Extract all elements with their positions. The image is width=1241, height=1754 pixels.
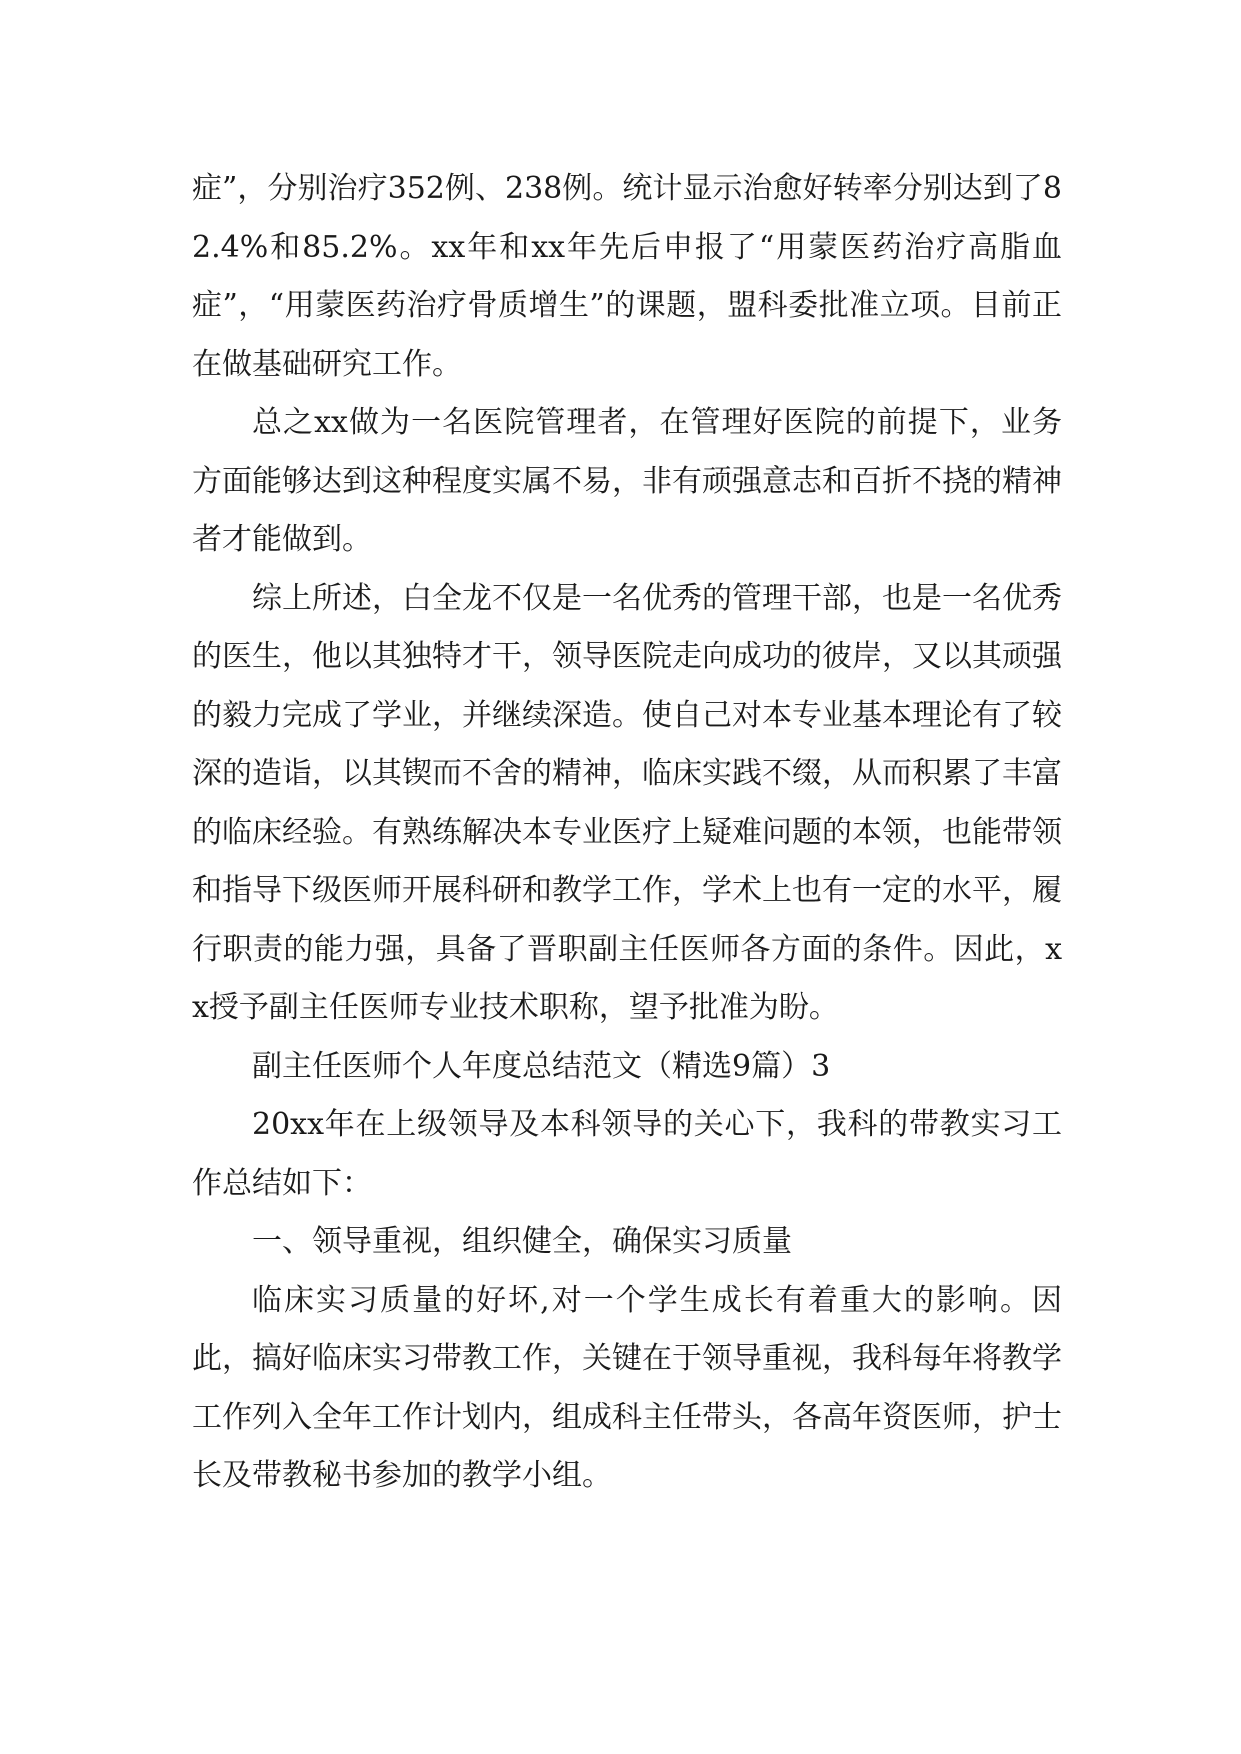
paragraph-intro: 20xx年在上级领导及本科领导的关心下，我科的带教实习工作总结如下：: [192, 1107, 1062, 1201]
paragraph-summary: 总之xx做为一名医院管理者，在管理好医院的前提下，业务方面能够达到这种程度实属不易，非有顽强意志和百折不挠的精神者才能做到。: [192, 405, 1062, 557]
section-heading: 一、领导重视，组织健全，确保实习质量: [252, 1224, 792, 1259]
document-body: [192, 160, 1062, 1506]
section-title: 副主任医师个人年度总结范文（精选9篇）3: [252, 1048, 831, 1084]
paragraph-continuation: 症”，分别治疗352例、238例。统计显示治愈好转率分别达到了82.4%和85.2%。xx年和xx年先后申报了“用蒙医药治疗高脂血症”，“用蒙医药治疗骨质增生”的课题，盟科委批准立项。目前正在做基础研究工作。: [192, 171, 1062, 382]
paragraph-conclusion: 综上所述，白全龙不仅是一名优秀的管理干部，也是一名优秀的医生，他以其独特才干，领导医院走向成功的彼岸，又以其顽强的毅力完成了学业，并继续深造。使自己对本专业基本理论有了较深的造诣，以其锲而不舍的精神，临床实践不缀，从而积累了丰富的临床经验。有熟练解决本专业医疗上疑难问题的本领，也能带领和指导下级医师开展科研和教学工作，学术上也有一定的水平，履行职责的能力强，具备了晋职副主任医师各方面的条件。因此，xx授予副主任医师专业技术职称，望予批准为盼。: [192, 580, 1062, 1025]
paragraph-body: 临床实习质量的好坏,对一个学生成长有着重大的影响。因此，搞好临床实习带教工作，关键在于领导重视，我科每年将教学工作列入全年工作计划内，组成科主任带头，各高年资医师，护士长及带教秘书参加的教学小组。: [192, 1282, 1062, 1493]
